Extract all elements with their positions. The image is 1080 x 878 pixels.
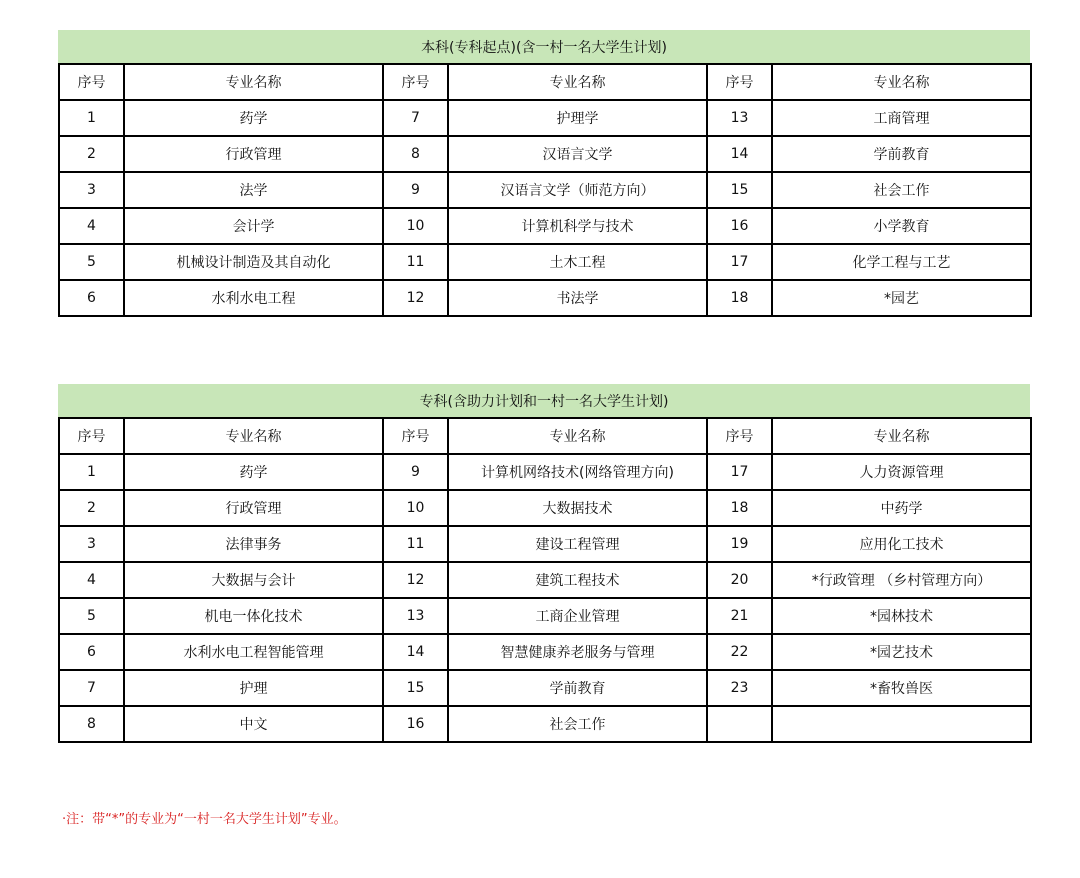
header-cell: 专业名称 xyxy=(448,418,707,454)
majors-table-undergraduate xyxy=(58,63,1032,317)
table-cell: 21 xyxy=(707,598,772,634)
table-cell xyxy=(707,706,772,742)
table-cell: 17 xyxy=(707,454,772,490)
section-junior-college xyxy=(58,384,1030,743)
table-cell: 学前教育 xyxy=(448,670,707,706)
header-cell: 专业名称 xyxy=(448,64,707,100)
table-cell: 11 xyxy=(383,244,448,280)
table-cell: 20 xyxy=(707,562,772,598)
table-cell: 5 xyxy=(59,244,124,280)
header-cell: 序号 xyxy=(383,418,448,454)
table-cell: 18 xyxy=(707,490,772,526)
table-row xyxy=(59,136,1031,172)
header-cell: 序号 xyxy=(707,418,772,454)
header-cell: 专业名称 xyxy=(124,64,383,100)
table-cell: 16 xyxy=(383,706,448,742)
table-cell: 8 xyxy=(59,706,124,742)
table-row xyxy=(59,670,1031,706)
table-header-row xyxy=(59,64,1031,100)
table-row xyxy=(59,244,1031,280)
table-cell: 行政管理 xyxy=(124,490,383,526)
table-cell: *行政管理 （乡村管理方向） xyxy=(772,562,1031,598)
table-cell: 10 xyxy=(383,490,448,526)
table-cell: 大数据与会计 xyxy=(124,562,383,598)
table-row xyxy=(59,562,1031,598)
table-cell: 法律事务 xyxy=(124,526,383,562)
table-cell: 13 xyxy=(707,100,772,136)
section-undergraduate xyxy=(58,30,1030,317)
table-cell: 6 xyxy=(59,280,124,316)
table-cell: 土木工程 xyxy=(448,244,707,280)
header-cell: 序号 xyxy=(59,418,124,454)
table-row xyxy=(59,526,1031,562)
table-cell: 行政管理 xyxy=(124,136,383,172)
table-cell: 工商企业管理 xyxy=(448,598,707,634)
table-cell: 9 xyxy=(383,454,448,490)
table-row xyxy=(59,634,1031,670)
table-cell: 22 xyxy=(707,634,772,670)
table-cell: 4 xyxy=(59,562,124,598)
table-row xyxy=(59,280,1031,316)
table-cell xyxy=(772,706,1031,742)
section-title-undergraduate: 本科(专科起点)(含一村一名大学生计划) xyxy=(58,30,1030,63)
table-cell: 应用化工技术 xyxy=(772,526,1031,562)
table-cell: 书法学 xyxy=(448,280,707,316)
table-cell: 水利水电工程 xyxy=(124,280,383,316)
table-cell: 学前教育 xyxy=(772,136,1031,172)
table-row xyxy=(59,490,1031,526)
header-cell: 专业名称 xyxy=(772,64,1031,100)
section-title-junior-college: 专科(含助力计划和一村一名大学生计划) xyxy=(58,384,1030,417)
table-cell: 水利水电工程智能管理 xyxy=(124,634,383,670)
table-cell: 计算机科学与技术 xyxy=(448,208,707,244)
table-cell: 14 xyxy=(707,136,772,172)
table-cell: 药学 xyxy=(124,454,383,490)
table-cell: 汉语言文学（师范方向） xyxy=(448,172,707,208)
table-cell: 护理 xyxy=(124,670,383,706)
table-cell: 12 xyxy=(383,280,448,316)
header-cell: 专业名称 xyxy=(124,418,383,454)
table-cell: 化学工程与工艺 xyxy=(772,244,1031,280)
table-cell: 计算机网络技术(网络管理方向) xyxy=(448,454,707,490)
table-cell: 中文 xyxy=(124,706,383,742)
table-cell: 19 xyxy=(707,526,772,562)
table-row xyxy=(59,172,1031,208)
table-cell: 2 xyxy=(59,136,124,172)
table-cell: 16 xyxy=(707,208,772,244)
table-cell: 机械设计制造及其自动化 xyxy=(124,244,383,280)
table-cell: 9 xyxy=(383,172,448,208)
header-cell: 序号 xyxy=(59,64,124,100)
table-cell: 12 xyxy=(383,562,448,598)
table-cell: 汉语言文学 xyxy=(448,136,707,172)
table-cell: 17 xyxy=(707,244,772,280)
table-cell: 机电一体化技术 xyxy=(124,598,383,634)
table-row xyxy=(59,454,1031,490)
table-cell: 1 xyxy=(59,100,124,136)
table-cell: 护理学 xyxy=(448,100,707,136)
table-row xyxy=(59,100,1031,136)
table-cell: 社会工作 xyxy=(772,172,1031,208)
table-cell: 建设工程管理 xyxy=(448,526,707,562)
header-cell: 序号 xyxy=(707,64,772,100)
table-cell: 2 xyxy=(59,490,124,526)
table-cell: 1 xyxy=(59,454,124,490)
table-cell: 10 xyxy=(383,208,448,244)
table-cell: *园艺技术 xyxy=(772,634,1031,670)
table-cell: 23 xyxy=(707,670,772,706)
table-header-row xyxy=(59,418,1031,454)
table-cell: 15 xyxy=(383,670,448,706)
table-cell: *畜牧兽医 xyxy=(772,670,1031,706)
table-cell: *园林技术 xyxy=(772,598,1031,634)
header-cell: 序号 xyxy=(383,64,448,100)
table-cell: 15 xyxy=(707,172,772,208)
table-row xyxy=(59,208,1031,244)
table-cell: 法学 xyxy=(124,172,383,208)
table-cell: *园艺 xyxy=(772,280,1031,316)
table-cell: 7 xyxy=(383,100,448,136)
table-cell: 药学 xyxy=(124,100,383,136)
table-cell: 13 xyxy=(383,598,448,634)
table-cell: 14 xyxy=(383,634,448,670)
table-row xyxy=(59,598,1031,634)
table-cell: 4 xyxy=(59,208,124,244)
table-cell: 3 xyxy=(59,526,124,562)
table-cell: 智慧健康养老服务与管理 xyxy=(448,634,707,670)
table-cell: 大数据技术 xyxy=(448,490,707,526)
table-cell: 建筑工程技术 xyxy=(448,562,707,598)
table-cell: 工商管理 xyxy=(772,100,1031,136)
table-cell: 小学教育 xyxy=(772,208,1031,244)
table-cell: 人力资源管理 xyxy=(772,454,1031,490)
table-cell: 中药学 xyxy=(772,490,1031,526)
table-cell: 8 xyxy=(383,136,448,172)
majors-table-junior-college xyxy=(58,417,1032,743)
table-cell: 7 xyxy=(59,670,124,706)
table-cell: 5 xyxy=(59,598,124,634)
table-cell: 会计学 xyxy=(124,208,383,244)
header-cell: 专业名称 xyxy=(772,418,1031,454)
table-cell: 6 xyxy=(59,634,124,670)
table-cell: 18 xyxy=(707,280,772,316)
table-row xyxy=(59,706,1031,742)
table-cell: 11 xyxy=(383,526,448,562)
table-cell: 社会工作 xyxy=(448,706,707,742)
table-cell: 3 xyxy=(59,172,124,208)
footnote: ·注：带“*”的专业为“一村一名大学生计划”专业。 xyxy=(62,812,347,827)
